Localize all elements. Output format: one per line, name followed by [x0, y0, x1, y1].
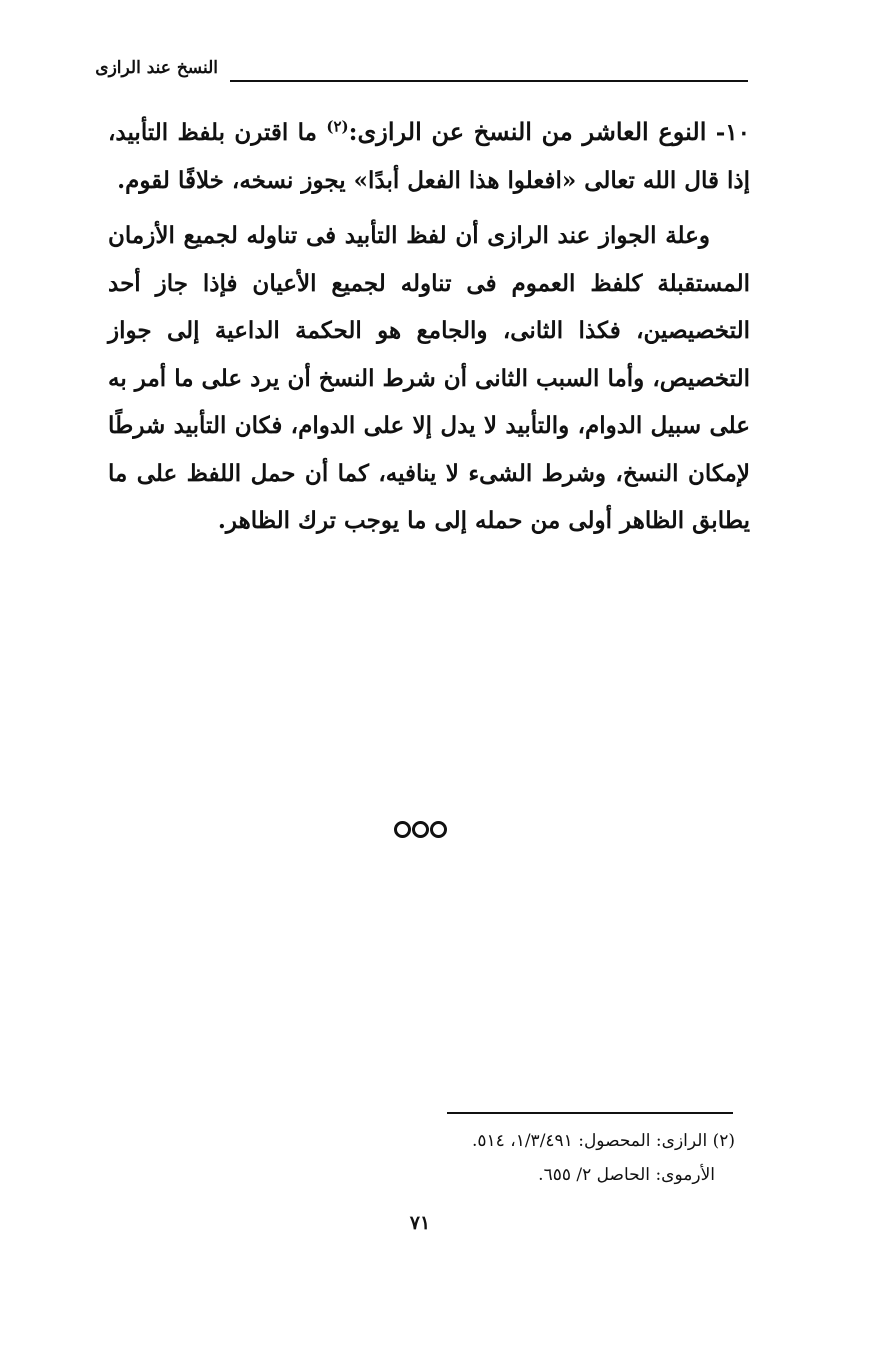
header-rule [230, 80, 748, 82]
main-text [108, 108, 750, 545]
ring-icon [430, 821, 447, 838]
footnote-line-1: (٢) الرازى: المحصول: ١/٣/٤٩١، ٥١٤. [472, 1131, 735, 1151]
page-number: ٧١ [409, 1212, 431, 1234]
footnotes [355, 1124, 735, 1192]
paragraph-1-text: ما اقترن بلفظ التأبيد، إذا قال الله تعالى «افعلوا هذا الفعل أبدًا» يجوز نسخه، خلافًا لقوم. [108, 119, 750, 194]
three-rings-ornament-icon [385, 818, 455, 842]
footnote-reference: (٢) [326, 117, 349, 136]
ring-icon [394, 821, 411, 838]
item-heading: النوع العاشر من النسخ عن الرازى: [348, 117, 707, 146]
paragraph-item-10 [108, 108, 750, 204]
item-number: ١٠- [715, 119, 750, 146]
running-header [95, 58, 748, 90]
running-header-title: النسخ عند الرازى [95, 58, 218, 78]
footnote-line-2: الأرموى: الحاصل ٢/ ٦٥٥. [538, 1165, 715, 1185]
paragraph-2: وعلة الجواز عند الرازى أن لفظ التأبيد فى تناوله لجميع الأزمان المستقبلة كلفظ العموم فى تناوله لجميع الأعيان فإذا جاز أحد التخصيصين، فكذا الثانى، والجامع هو الحكمة الداعية إلى جواز التخصيص، وأما السبب الثانى أن شرط النسخ أن يرد على ما أمر به على سبيل الدوام، والتأبيد لا يدل إلا على الدوام، فكان التأبيد شرطًا لإمكان النسخ، وشرط الشىء لا ينافيه، كما أن حمل اللفظ على ما يطابق الظاهر أولى من حمله إلى ما يوجب ترك الظاهر. [108, 222, 750, 534]
footnote-rule [447, 1112, 733, 1114]
ring-icon [412, 821, 429, 838]
